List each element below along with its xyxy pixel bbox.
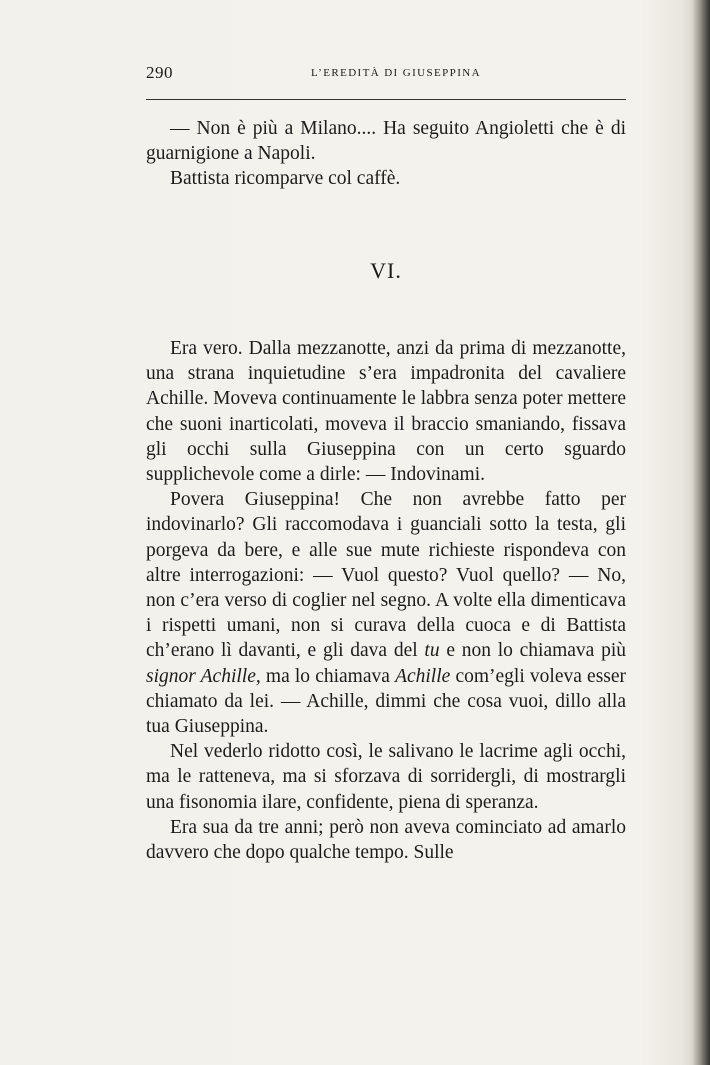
text-run: ma lo chiamava bbox=[260, 665, 396, 687]
text-run: Povera Giuseppina! Che non avrebbe fatto per indovinarlo? Gli raccomodava i guanciali sotto la testa, gli porgeva da bere, e alle sue mute richieste rispondeva con altre interrogazioni: — Vuol questo? Vuol quello? — No, non c’era verso di coglier nel segno. A volte ella dimenticava i rispetti umani, non si curava della cuoca e di Battista ch’erano lì davanti, e gli dava del bbox=[146, 489, 626, 662]
paragraph: Era vero. Dalla mezzanotte, anzi da prima di mezzanotte, una strana inquietudine s’era impadronita del cavaliere Achille. Moveva continuamente le labbra senza poter mettere che suoni inarticolati, moveva il braccio smaniando, fissava gli occhi sulla Giuseppina con un certo sguardo supplichevole come a dirle: — Indovinami. bbox=[146, 338, 626, 486]
page-header bbox=[146, 63, 626, 87]
text-run: e non lo chiamava più bbox=[439, 640, 626, 662]
paragraph: Battista ricomparve col caffè. bbox=[170, 168, 401, 190]
paragraph bbox=[146, 487, 626, 739]
italic-text: signor Achille, bbox=[146, 665, 261, 687]
running-title: L’EREDITÀ DI GIUSEPPINA bbox=[311, 67, 481, 79]
main-text-block bbox=[146, 336, 626, 865]
header-rule bbox=[146, 99, 626, 100]
page-number: 290 bbox=[146, 63, 173, 82]
chapter-heading: VI. bbox=[370, 258, 402, 283]
italic-text: tu bbox=[424, 640, 440, 662]
paragraph: — Non è più a Milano.... Ha seguito Angioletti che è di guarnigione a Napoli. bbox=[146, 118, 626, 165]
paragraph: Era sua da tre anni; però non aveva cominciato ad amarlo davvero che dopo qualche tempo. Sulle bbox=[146, 816, 626, 864]
top-text-block bbox=[146, 116, 626, 192]
paragraph: Nel vederlo ridotto così, le salivano le lacrime agli occhi, ma le ratteneva, ma si sforzava di sorridergli, di mostrargli una fisonomia ilare, confidente, piena di speranza. bbox=[146, 741, 626, 813]
italic-text: Achille bbox=[395, 665, 451, 687]
page-spine-shadow bbox=[692, 0, 710, 1065]
text-run: com’egli voleva esser chiamato da lei. — Achille, dimmi che cosa vuoi, dillo alla tua Giuseppina. bbox=[146, 665, 627, 738]
